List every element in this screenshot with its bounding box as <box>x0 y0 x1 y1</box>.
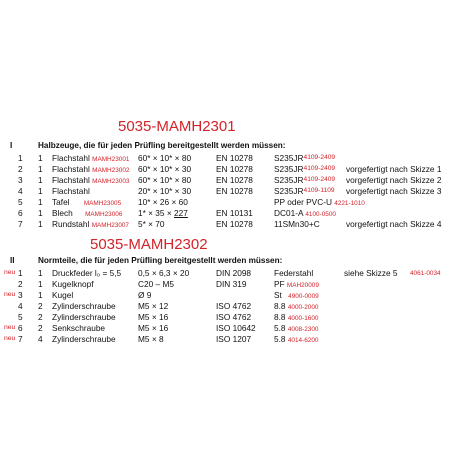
row-number: 3 <box>18 290 23 300</box>
material-code: 4109-2409 <box>303 165 336 172</box>
material-code: 4014-6200 <box>287 337 319 344</box>
row-note: vorgefertigt nach Skizze 1 <box>346 164 442 174</box>
table-row <box>0 186 458 196</box>
row-number: 7 <box>18 334 23 344</box>
row-material: 5.8 4014-6200 <box>274 334 319 344</box>
row-dims: 10* × 26 × 60 <box>138 197 188 207</box>
material-code: 4000-2000 <box>287 304 319 311</box>
part-code: MAMH23002 <box>92 167 130 174</box>
row-number: 2 <box>18 164 23 174</box>
row-name: Kugel <box>52 290 74 300</box>
row-number: 1 <box>18 268 23 278</box>
row-material: $S235JR^{4109-2409}$ <box>274 164 336 174</box>
row-qty: 1 <box>38 197 43 207</box>
table-row <box>0 323 458 333</box>
row-note: vorgefertigt nach Skizze 3 <box>346 186 442 196</box>
table-row <box>0 312 458 322</box>
table-row <box>0 219 458 229</box>
row-dims: 20* × 10* × 30 <box>138 186 192 196</box>
extra-code: 4061-0034 <box>410 270 441 277</box>
row-dims: 60* × 10* × 80 <box>138 153 192 163</box>
row-norm: EN 10278 <box>216 164 253 174</box>
row-norm: ISO 4762 <box>216 312 252 322</box>
row-dims: 60* × 10* × 80 <box>138 175 192 185</box>
row-dims: M5 × 16 <box>138 312 169 322</box>
spring-length: l₀ = 5,5 <box>94 268 122 278</box>
row-material: $S235JR^{4109-1109}$ <box>274 186 335 196</box>
material-code: 4109-2409 <box>303 154 336 161</box>
row-qty: 1 <box>38 175 43 185</box>
row-qty: 1 <box>38 164 43 174</box>
new-badge: neu <box>4 335 16 342</box>
row-name: Flachstahl MAMH23003 <box>52 175 130 185</box>
part-code: MAMH23005 <box>83 200 122 207</box>
section1-roman: I <box>10 141 13 150</box>
row-name: Flachstahl <box>52 186 90 196</box>
row-material: $S235JR^{4109-2409}$ <box>274 153 336 163</box>
table-row <box>0 279 458 289</box>
row-norm: ISO 10642 <box>216 323 256 333</box>
row-extra: siehe Skizze 5 <box>344 268 398 278</box>
row-number: 4 <box>18 301 23 311</box>
table-row <box>0 208 458 218</box>
row-dims: Ø 9 <box>138 290 152 300</box>
row-name: Zylinderschraube <box>52 312 116 322</box>
part-code: MAMH23007 <box>91 222 129 229</box>
row-dims: 60* × 10* × 30 <box>138 164 192 174</box>
row-name: Blech MAMH23006 <box>52 208 123 218</box>
new-badge: neu <box>4 269 16 276</box>
row-name: Rundstahl MAMH23007 <box>52 219 129 229</box>
new-badge: neu <box>4 291 16 298</box>
row-material: 8.8 4000-1600 <box>274 312 319 322</box>
row-name: Senkschraube <box>52 323 106 333</box>
row-norm: ISO 1207 <box>216 334 252 344</box>
material-code: 4000-1600 <box>287 315 319 322</box>
row-qty: 1 <box>38 290 43 300</box>
row-name: Flachstahl MAMH23001 <box>52 153 130 163</box>
row-norm: EN 10278 <box>216 153 253 163</box>
material-code: 4109-2409 <box>303 176 336 183</box>
row-qty: 1 <box>38 279 43 289</box>
row-name: Druckfeder l₀ = 5,5 <box>52 268 122 278</box>
row-name: Tafel MAMH23005 <box>52 197 122 207</box>
section2-roman: II <box>10 256 15 265</box>
row-dims: 0,5 × 6,3 × 20 <box>138 268 190 278</box>
section1-title: 5035-MAMH2301 <box>118 118 236 135</box>
row-number: 2 <box>18 279 23 289</box>
row-number: 3 <box>18 175 23 185</box>
part-code: MAMH23001 <box>92 156 130 163</box>
row-norm: DIN 2098 <box>216 268 252 278</box>
row-note: vorgefertigt nach Skizze 4 <box>346 219 442 229</box>
row-dims: 1* × 35 × 227 <box>138 208 188 218</box>
row-material: PF MAH20009 <box>274 279 319 289</box>
part-code: MAMH23003 <box>92 178 130 185</box>
row-qty: 1 <box>38 268 43 278</box>
section1-heading: Halbzeuge, die für jeden Prüfling bereitgestellt werden müssen: <box>38 141 286 150</box>
row-qty: 1 <box>38 208 43 218</box>
table-row <box>0 334 458 344</box>
row-qty: 1 <box>38 186 43 196</box>
row-name: Flachstahl MAMH23002 <box>52 164 130 174</box>
section2-title: 5035-MAMH2302 <box>90 236 208 253</box>
row-number: 7 <box>18 219 23 229</box>
table-row <box>0 268 458 278</box>
section2-heading: Normteile, die für jeden Prüfling bereitgestellt werden müssen: <box>38 256 283 265</box>
table-row <box>0 175 458 185</box>
row-dims: 5* × 70 <box>138 219 165 229</box>
row-dims: C20 – M5 <box>138 279 174 289</box>
row-norm: DIN 319 <box>216 279 247 289</box>
row-material: 8.8 4000-2000 <box>274 301 319 311</box>
row-number: 6 <box>18 323 23 333</box>
row-qty: 1 <box>38 219 43 229</box>
row-number: 4 <box>18 186 23 196</box>
table-row <box>0 164 458 174</box>
row-material: DC01-A 4100-0500 <box>274 208 336 218</box>
new-badge: neu <box>4 324 16 331</box>
row-qty: 2 <box>38 301 43 311</box>
material-code: 4109-1109 <box>303 187 335 194</box>
row-dims: M5 × 16 <box>138 323 169 333</box>
row-qty: 4 <box>38 334 43 344</box>
table-row <box>0 197 458 207</box>
row-number: 1 <box>18 153 23 163</box>
row-qty: 1 <box>38 153 43 163</box>
table-row <box>0 290 458 300</box>
row-norm: ISO 4762 <box>216 301 252 311</box>
row-norm: EN 10278 <box>216 175 253 185</box>
row-qty: 2 <box>38 323 43 333</box>
row-number: 5 <box>18 312 23 322</box>
material-code: 4900-0009 <box>288 293 319 300</box>
material-code: 4221-1010 <box>334 200 365 207</box>
row-material: Federstahl <box>274 268 314 278</box>
row-dims: M5 × 12 <box>138 301 169 311</box>
material-code: 4100-0500 <box>305 211 336 218</box>
row-note: vorgefertigt nach Skizze 2 <box>346 175 442 185</box>
row-number: 5 <box>18 197 23 207</box>
row-number: 6 <box>18 208 23 218</box>
row-qty: 2 <box>38 312 43 322</box>
table-row <box>0 301 458 311</box>
table-row <box>0 153 458 163</box>
row-material: 5.8 4008-2300 <box>274 323 319 333</box>
row-material: PP oder PVC-U 4221-1010 <box>274 197 365 207</box>
row-material: St 4900-0009 <box>274 290 319 300</box>
row-norm: EN 10278 <box>216 186 253 196</box>
material-code: MAH20009 <box>286 282 319 289</box>
row-dims: M5 × 8 <box>138 334 164 344</box>
material-code: 4008-2300 <box>287 326 319 333</box>
row-name: Zylinderschraube <box>52 301 116 311</box>
row-name: Zylinderschraube <box>52 334 116 344</box>
part-code: MAMH23006 <box>85 211 123 218</box>
row-material: 11SMn30+C <box>274 219 320 229</box>
row-name: Kugelknopf <box>52 279 94 289</box>
row-norm: EN 10131 <box>216 208 253 218</box>
row-material: $S235JR^{4109-2409}$ <box>274 175 336 185</box>
row-norm: EN 10278 <box>216 219 253 229</box>
